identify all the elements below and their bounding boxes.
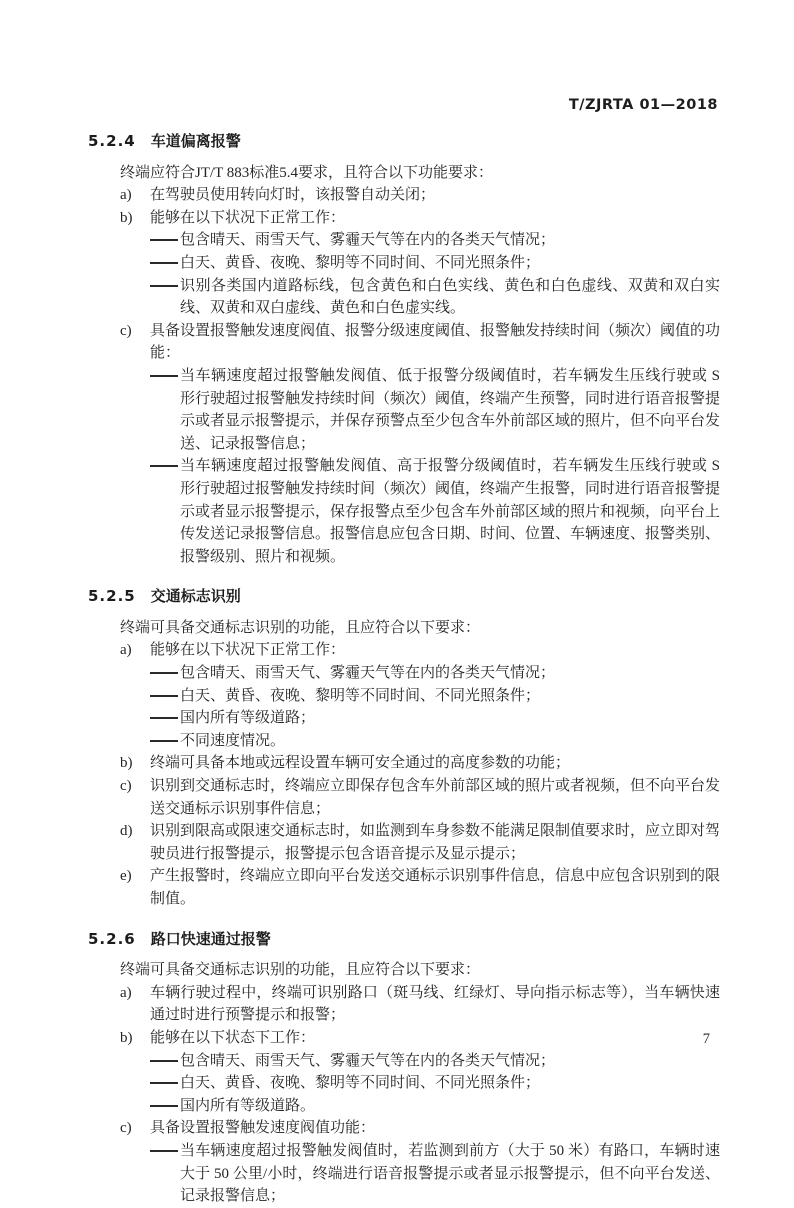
list-item xyxy=(120,184,720,207)
dash-subitem xyxy=(150,365,720,455)
dash-bullet xyxy=(150,1105,178,1107)
dash-bullet xyxy=(150,262,178,264)
list-item xyxy=(120,775,720,820)
dash-subitem-text: 国内所有等级道路； xyxy=(180,710,316,727)
list-item-label: a) xyxy=(120,642,132,659)
list-item xyxy=(120,207,720,230)
document-code-header: T/ZJRTA 01—2018 xyxy=(568,97,718,113)
dash-subitem xyxy=(150,662,720,685)
dash-bullet xyxy=(150,717,178,719)
list-item-label: d) xyxy=(120,823,133,840)
dash-subitem-text: 当车辆速度超过报警触发阀值时，若监测到前方（大于 50 米）有路口，车辆时速大于 50 公里/小时，终端进行语音报警提示或者显示报警提示，但不向平台发送、记录报警信息； xyxy=(180,1142,720,1205)
dash-subitem-text: 白天、黄昏、夜晚、黎明等不同时间、不同光照条件； xyxy=(180,254,541,271)
list-item xyxy=(120,1117,720,1140)
list-item xyxy=(120,820,720,865)
dash-subitem-text: 不同速度情况。 xyxy=(180,732,286,749)
dash-bullet xyxy=(150,672,178,674)
dash-subitem-text: 当车辆速度超过报警触发阀值、低于报警分级阈值时，若车辆发生压线行驶或 S 形行驶超过报警触发持续时间（频次）阈值，终端产生预警，同时进行语音报警提示或者显示报警提示，并保存预警点至少包含车外前部区域的照片，但不向平台发送、记录报警信息； xyxy=(180,367,721,452)
dash-bullet xyxy=(150,465,178,467)
dash-bullet xyxy=(150,740,178,742)
dash-subitem-text: 国内所有等级道路。 xyxy=(180,1097,316,1114)
dash-subitem-text: 白天、黄昏、夜晚、黎明等不同时间、不同光照条件； xyxy=(180,1075,541,1092)
section-intro: 终端应符合JT/T 883标准5.4要求，且符合以下功能要求： xyxy=(120,164,494,181)
list-item-text: 能够在以下状态下工作： xyxy=(150,1029,316,1046)
section-5.2.5 xyxy=(88,585,720,910)
list-item-label: c) xyxy=(120,778,132,795)
section-5.2.6 xyxy=(88,928,720,1208)
dash-bullet xyxy=(150,1150,178,1152)
list-item-label: c) xyxy=(120,322,132,339)
dash-subitem xyxy=(150,1140,720,1208)
dash-subitem xyxy=(150,1072,720,1095)
dash-subitem xyxy=(150,730,720,753)
list-item-text: 具备设置报警触发速度阀值、报警分级速度阈值、报警触发持续时间（频次）阈值的功能： xyxy=(150,322,721,362)
list-item-text: 识别到交通标志时，终端应立即保存包含车外前部区域的照片或者视频，但不向平台发送交通标示识别事件信息； xyxy=(150,778,721,817)
list-item-label: b) xyxy=(120,1029,133,1046)
section-number: 5.2.5 xyxy=(88,587,136,606)
list-item xyxy=(120,982,720,1027)
dash-subitem xyxy=(150,455,720,568)
dash-bullet xyxy=(150,1082,178,1084)
section-heading xyxy=(88,130,720,153)
list-item-text: 在驾驶员使用转向灯时，该报警自动关闭； xyxy=(150,187,436,204)
document-body xyxy=(88,130,720,1208)
list-item xyxy=(120,1027,720,1050)
section-heading xyxy=(88,585,720,608)
list-item xyxy=(120,320,720,365)
section-title: 车道偏离报警 xyxy=(150,132,241,150)
dash-subitem xyxy=(150,685,720,708)
dash-subitem-text: 包含晴天、雨雪天气、雾霾天气等在内的各类天气情况； xyxy=(180,665,556,682)
section-intro: 终端可具备交通标志识别的功能，且应符合以下要求： xyxy=(120,962,481,979)
list-item xyxy=(120,865,720,910)
list-item-text: 具备设置报警触发速度阀值功能： xyxy=(150,1120,376,1137)
dash-subitem xyxy=(150,252,720,275)
list-item-text: 能够在以下状况下正常工作： xyxy=(150,642,346,659)
section-intro: 终端可具备交通标志识别的功能，且应符合以下要求： xyxy=(120,619,481,636)
list-item-label: e) xyxy=(120,868,132,885)
section-title: 路口快速通过报警 xyxy=(150,929,271,948)
dash-bullet xyxy=(150,695,178,697)
dash-subitem xyxy=(150,229,720,252)
dash-subitem xyxy=(150,707,720,730)
section-number: 5.2.4 xyxy=(88,132,136,150)
dash-bullet xyxy=(150,375,178,377)
dash-subitem-text: 识别各类国内道路标线，包含黄色和白色实线、黄色和白色虚线、双黄和双白实线、双黄和双白虚线、黄色和白色虚实线。 xyxy=(180,277,720,317)
dash-subitem-text: 包含晴天、雨雪天气、雾霾天气等在内的各类天气情况； xyxy=(180,232,556,249)
page-number: 7 xyxy=(702,1031,710,1047)
section-title: 交通标志识别 xyxy=(150,587,241,606)
list-item-text: 能够在以下状况下正常工作： xyxy=(150,209,346,226)
list-item-text: 终端可具备本地或远程设置车辆可安全通过的高度参数的功能； xyxy=(150,755,571,772)
dash-subitem-text: 白天、黄昏、夜晚、黎明等不同时间、不同光照条件； xyxy=(180,687,541,704)
dash-bullet xyxy=(150,239,178,241)
dash-bullet xyxy=(150,1060,178,1062)
dash-subitem xyxy=(150,1095,720,1118)
list-item-label: b) xyxy=(120,755,133,772)
section-number: 5.2.6 xyxy=(88,929,136,948)
list-item-label: b) xyxy=(120,209,133,226)
list-item-label: c) xyxy=(120,1120,132,1137)
list-item-label: a) xyxy=(120,187,132,204)
list-item-text: 识别到限高或限速交通标志时，如监测到车身参数不能满足限制值要求时，应立即对驾驶员进行报警提示，报警提示包含语音提示及显示提示； xyxy=(150,823,721,862)
dash-subitem-text: 包含晴天、雨雪天气、雾霾天气等在内的各类天气情况； xyxy=(180,1052,556,1069)
dash-subitem xyxy=(150,1050,720,1073)
dash-bullet xyxy=(150,285,178,287)
dash-subitem-text: 当车辆速度超过报警触发阀值、高于报警分级阈值时，若车辆发生压线行驶或 S 形行驶超过报警触发持续时间（频次）阈值，终端产生报警，同时进行语音报警提示或者显示报警提示，保存报警点至少包含车外前部区域的照片和视频，向平台上传发送记录报警信息。报警信息应包含日期、时间、位置、车辆速度、报警类别、报警级别、照片和视频。 xyxy=(180,458,721,565)
list-item-text: 车辆行驶过程中，终端可识别路口（斑马线、红绿灯、导向指示标志等），当车辆快速通过时进行预警提示和报警； xyxy=(150,984,720,1024)
list-item-text: 产生报警时，终端应立即向平台发送交通标示识别事件信息，信息中应包含识别到的限制值。 xyxy=(150,868,721,907)
list-item xyxy=(120,639,720,662)
section-5.2.4 xyxy=(88,130,720,568)
list-item-label: a) xyxy=(120,984,132,1001)
section-heading xyxy=(88,928,720,951)
list-item xyxy=(120,752,720,775)
dash-subitem xyxy=(150,275,720,320)
